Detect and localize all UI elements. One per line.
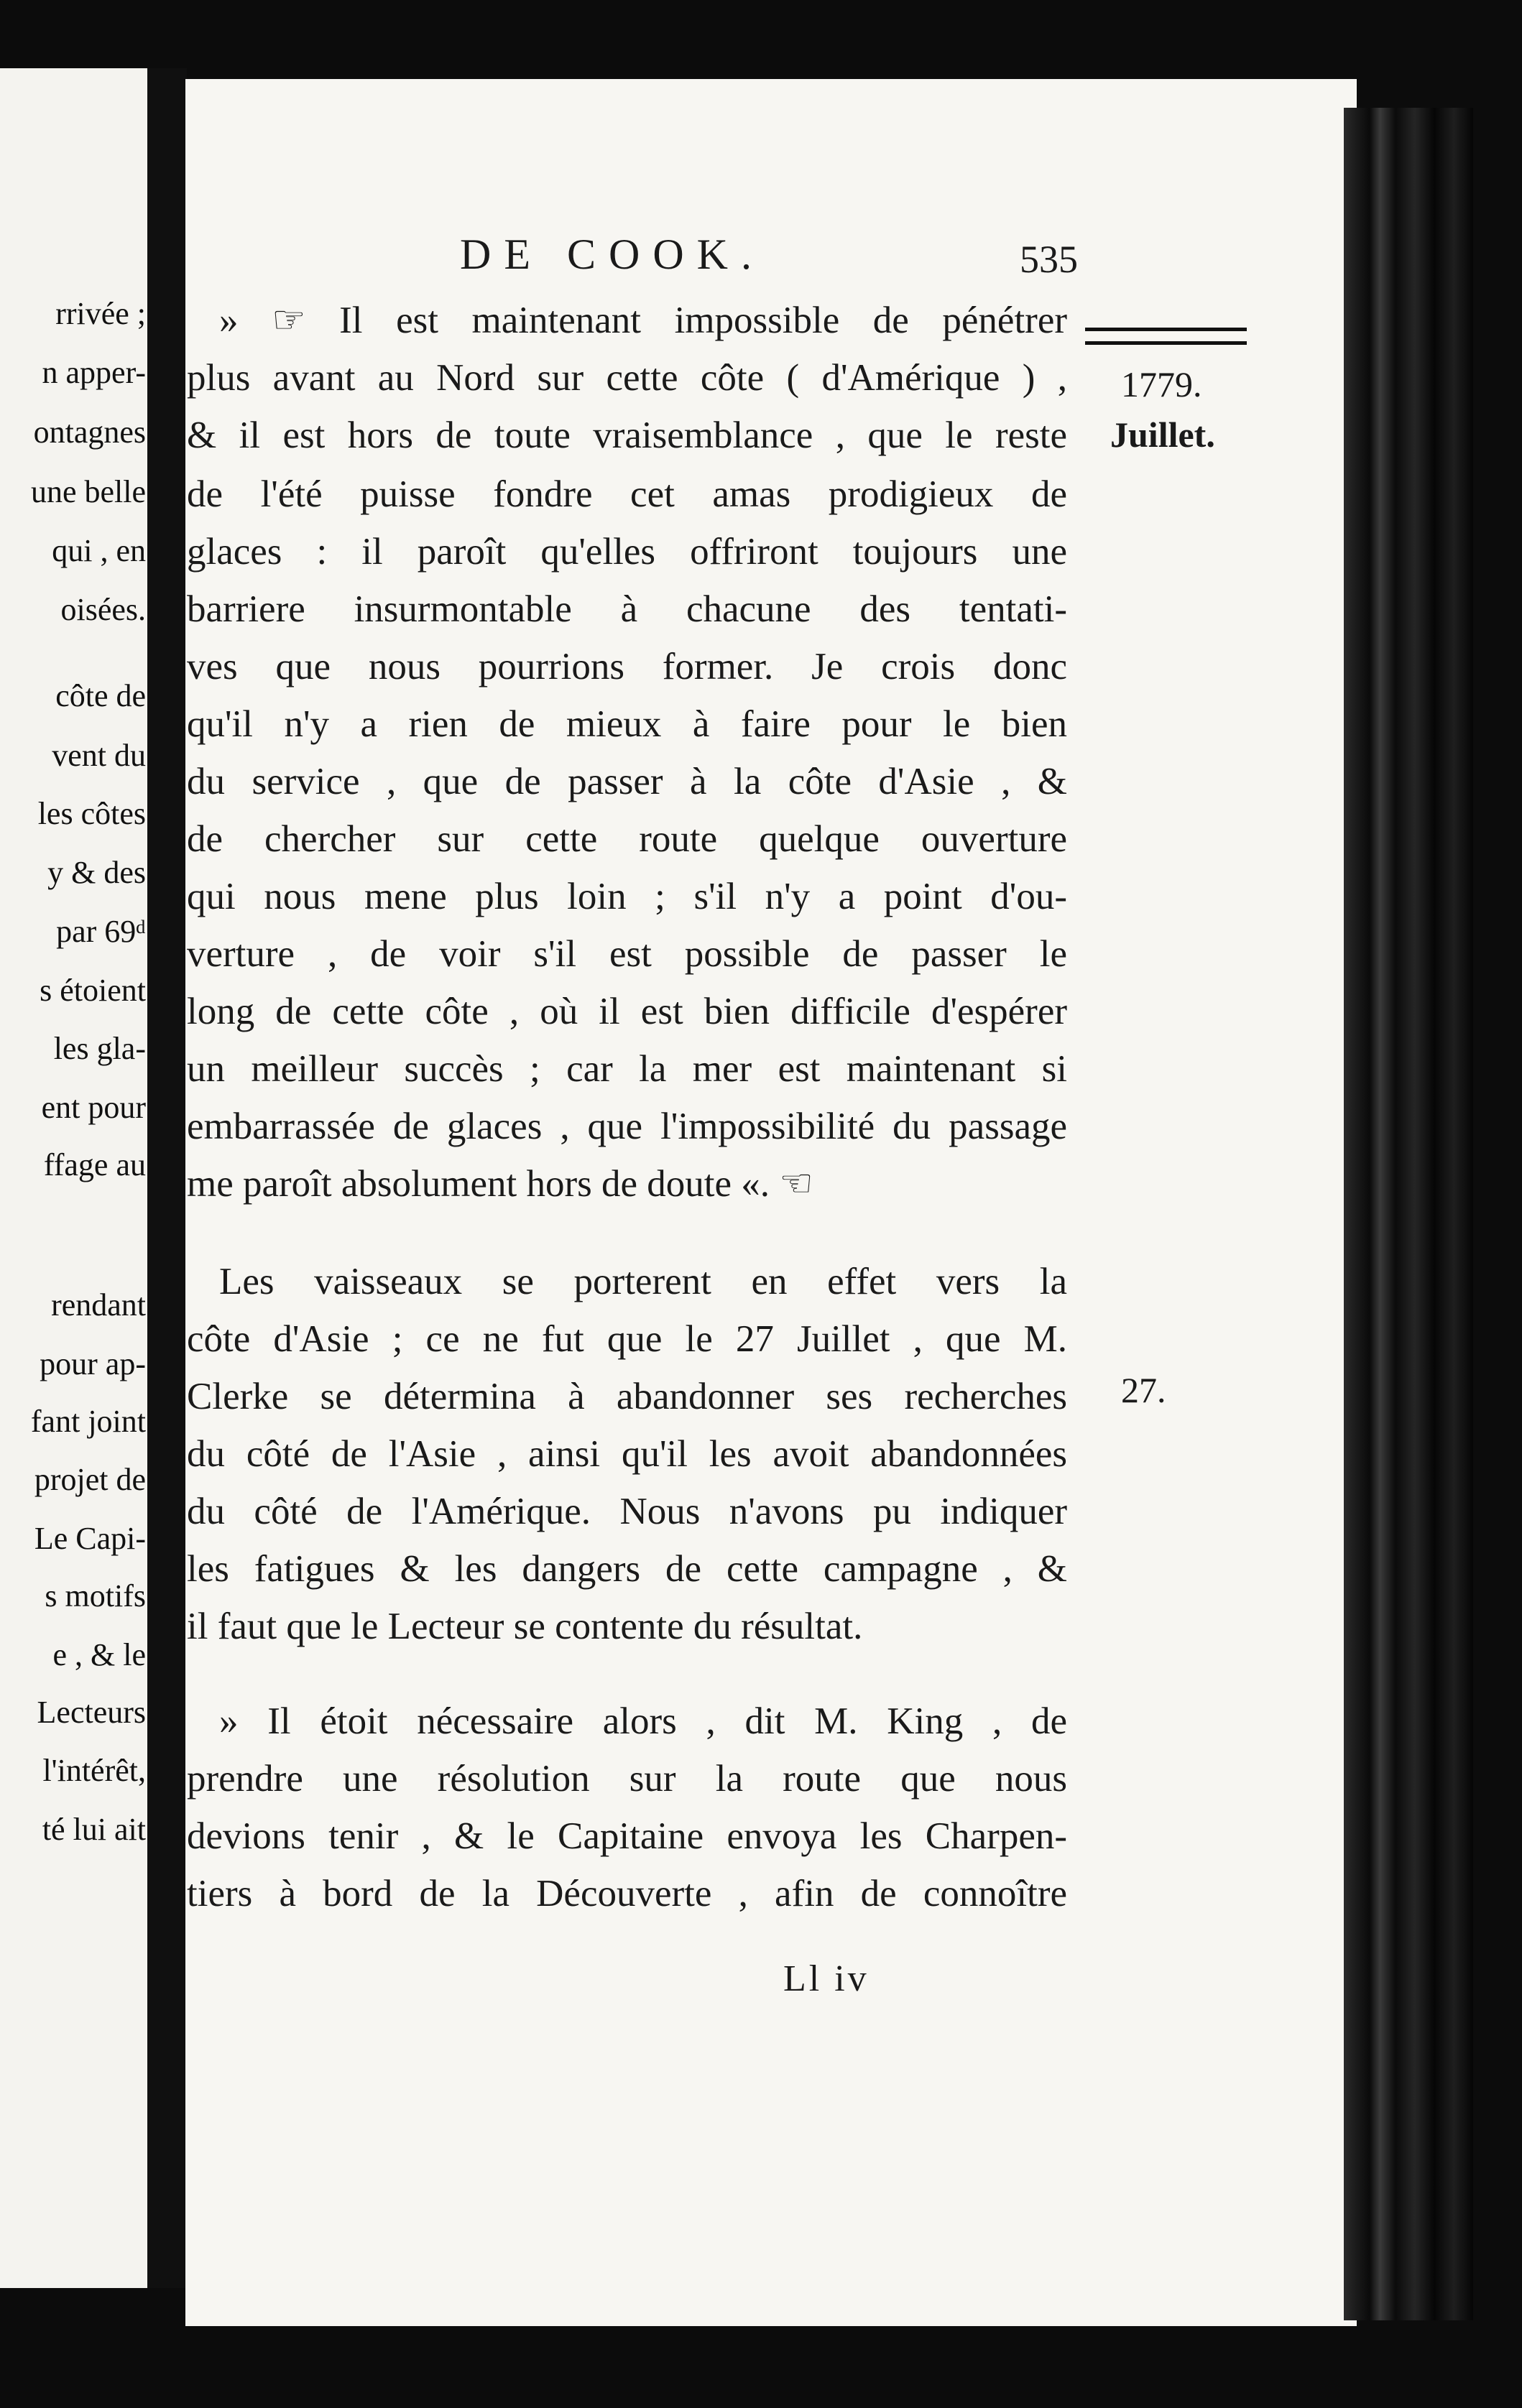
margin-year: 1779.: [1121, 364, 1202, 404]
text-line: qui nous mene plus loin ; s'il n'y a point d'ou-: [187, 876, 1067, 917]
text-line: embarrassée de glaces , que l'impossibilité du passage: [187, 1106, 1067, 1147]
left-fragment-line: ent pour: [41, 1090, 146, 1125]
left-fragment-line: fant joint: [30, 1404, 146, 1439]
left-fragment-line: ontagnes: [33, 415, 146, 450]
left-fragment-line: té lui ait: [42, 1812, 146, 1847]
left-page-fragment: [0, 68, 147, 2288]
left-fragment-line: une belle: [30, 474, 146, 509]
signature-mark: Ll iv: [783, 1958, 870, 1999]
text-line: de chercher sur cette route quelque ouverture: [187, 818, 1067, 860]
margin-rule: [1085, 328, 1247, 345]
text-line: du côté de l'Amérique. Nous n'avons pu indiquer: [187, 1491, 1067, 1532]
left-fragment-line: rendant: [51, 1287, 146, 1323]
text-line: Les vaisseaux se porterent en effet vers la: [219, 1261, 1067, 1302]
text-line: il faut que le Lecteur se contente du résultat.: [187, 1606, 863, 1647]
book-gutter: [147, 68, 187, 2288]
text-line: devions tenir , & le Capitaine envoya les Charpen-: [187, 1815, 1067, 1857]
left-fragment-line: s étoient: [40, 973, 146, 1008]
left-fragment-line: e , & le: [52, 1637, 146, 1672]
page-edge-stack: [1344, 108, 1473, 2320]
left-fragment-line: côte de: [55, 678, 146, 713]
left-fragment-line: l'intérêt,: [42, 1753, 146, 1788]
left-fragment-line: y & des: [47, 855, 146, 890]
text-line: du côté de l'Asie , ainsi qu'il les avoit abandonnées: [187, 1433, 1067, 1475]
text-line: du service , que de passer à la côte d'Asie , &: [187, 761, 1067, 802]
left-fragment-line: projet de: [34, 1462, 146, 1497]
left-fragment-line: Le Capi-: [34, 1521, 146, 1556]
text-line: » ☞ Il est maintenant impossible de pénétrer: [219, 300, 1067, 341]
text-line: de l'été puisse fondre cet amas prodigieux de: [187, 473, 1067, 515]
running-head: DE COOK.: [460, 231, 765, 278]
text-line: un meilleur succès ; car la mer est maintenant si: [187, 1048, 1067, 1090]
left-fragment-line: ffage au: [43, 1147, 146, 1182]
text-line: me paroît absolument hors de doute «. ☜: [187, 1163, 813, 1205]
page-number: 535: [1020, 238, 1078, 281]
text-line: long de cette côte , où il est bien difficile d'espérer: [187, 991, 1067, 1032]
text-line: les fatigues & les dangers de cette campagne , &: [187, 1548, 1067, 1590]
text-line: qu'il n'y a rien de mieux à faire pour le bien: [187, 703, 1067, 745]
text-line: plus avant au Nord sur cette côte ( d'Amérique ) ,: [187, 357, 1067, 399]
text-line: côte d'Asie ; ce ne fut que le 27 Juillet , que M.: [187, 1318, 1067, 1360]
margin-day: 27.: [1121, 1370, 1166, 1410]
left-fragment-line: n apper-: [42, 355, 146, 390]
left-fragment-line: Lecteurs: [37, 1695, 146, 1730]
left-fragment-line: qui , en: [52, 533, 146, 568]
margin-month: Juillet.: [1110, 415, 1215, 455]
left-fragment-line: vent du: [52, 738, 146, 773]
text-line: barriere insurmontable à chacune des tentati-: [187, 588, 1067, 630]
text-line: tiers à bord de la Découverte , afin de connoître: [187, 1873, 1067, 1914]
page-header: [273, 230, 1078, 280]
left-fragment-line: s motifs: [45, 1578, 146, 1613]
text-line: ves que nous pourrions former. Je crois donc: [187, 646, 1067, 687]
left-fragment-line: rrivée ;: [55, 296, 146, 331]
text-line: glaces : il paroît qu'elles offriront toujours une: [187, 531, 1067, 573]
text-line: & il est hors de toute vraisemblance , que le reste: [187, 415, 1067, 456]
text-line: verture , de voir s'il est possible de passer le: [187, 933, 1067, 975]
left-fragment-line: oisées.: [60, 592, 146, 627]
left-fragment-line: les gla-: [53, 1031, 146, 1066]
left-fragment-line: pour ap-: [40, 1346, 146, 1381]
left-fragment-line: par 69ᵈ: [56, 914, 146, 949]
text-line: » Il étoit nécessaire alors , dit M. King , de: [219, 1700, 1067, 1742]
text-line: prendre une résolution sur la route que nous: [187, 1758, 1067, 1800]
left-fragment-line: les côtes: [37, 796, 146, 831]
text-line: Clerke se détermina à abandonner ses recherches: [187, 1376, 1067, 1417]
